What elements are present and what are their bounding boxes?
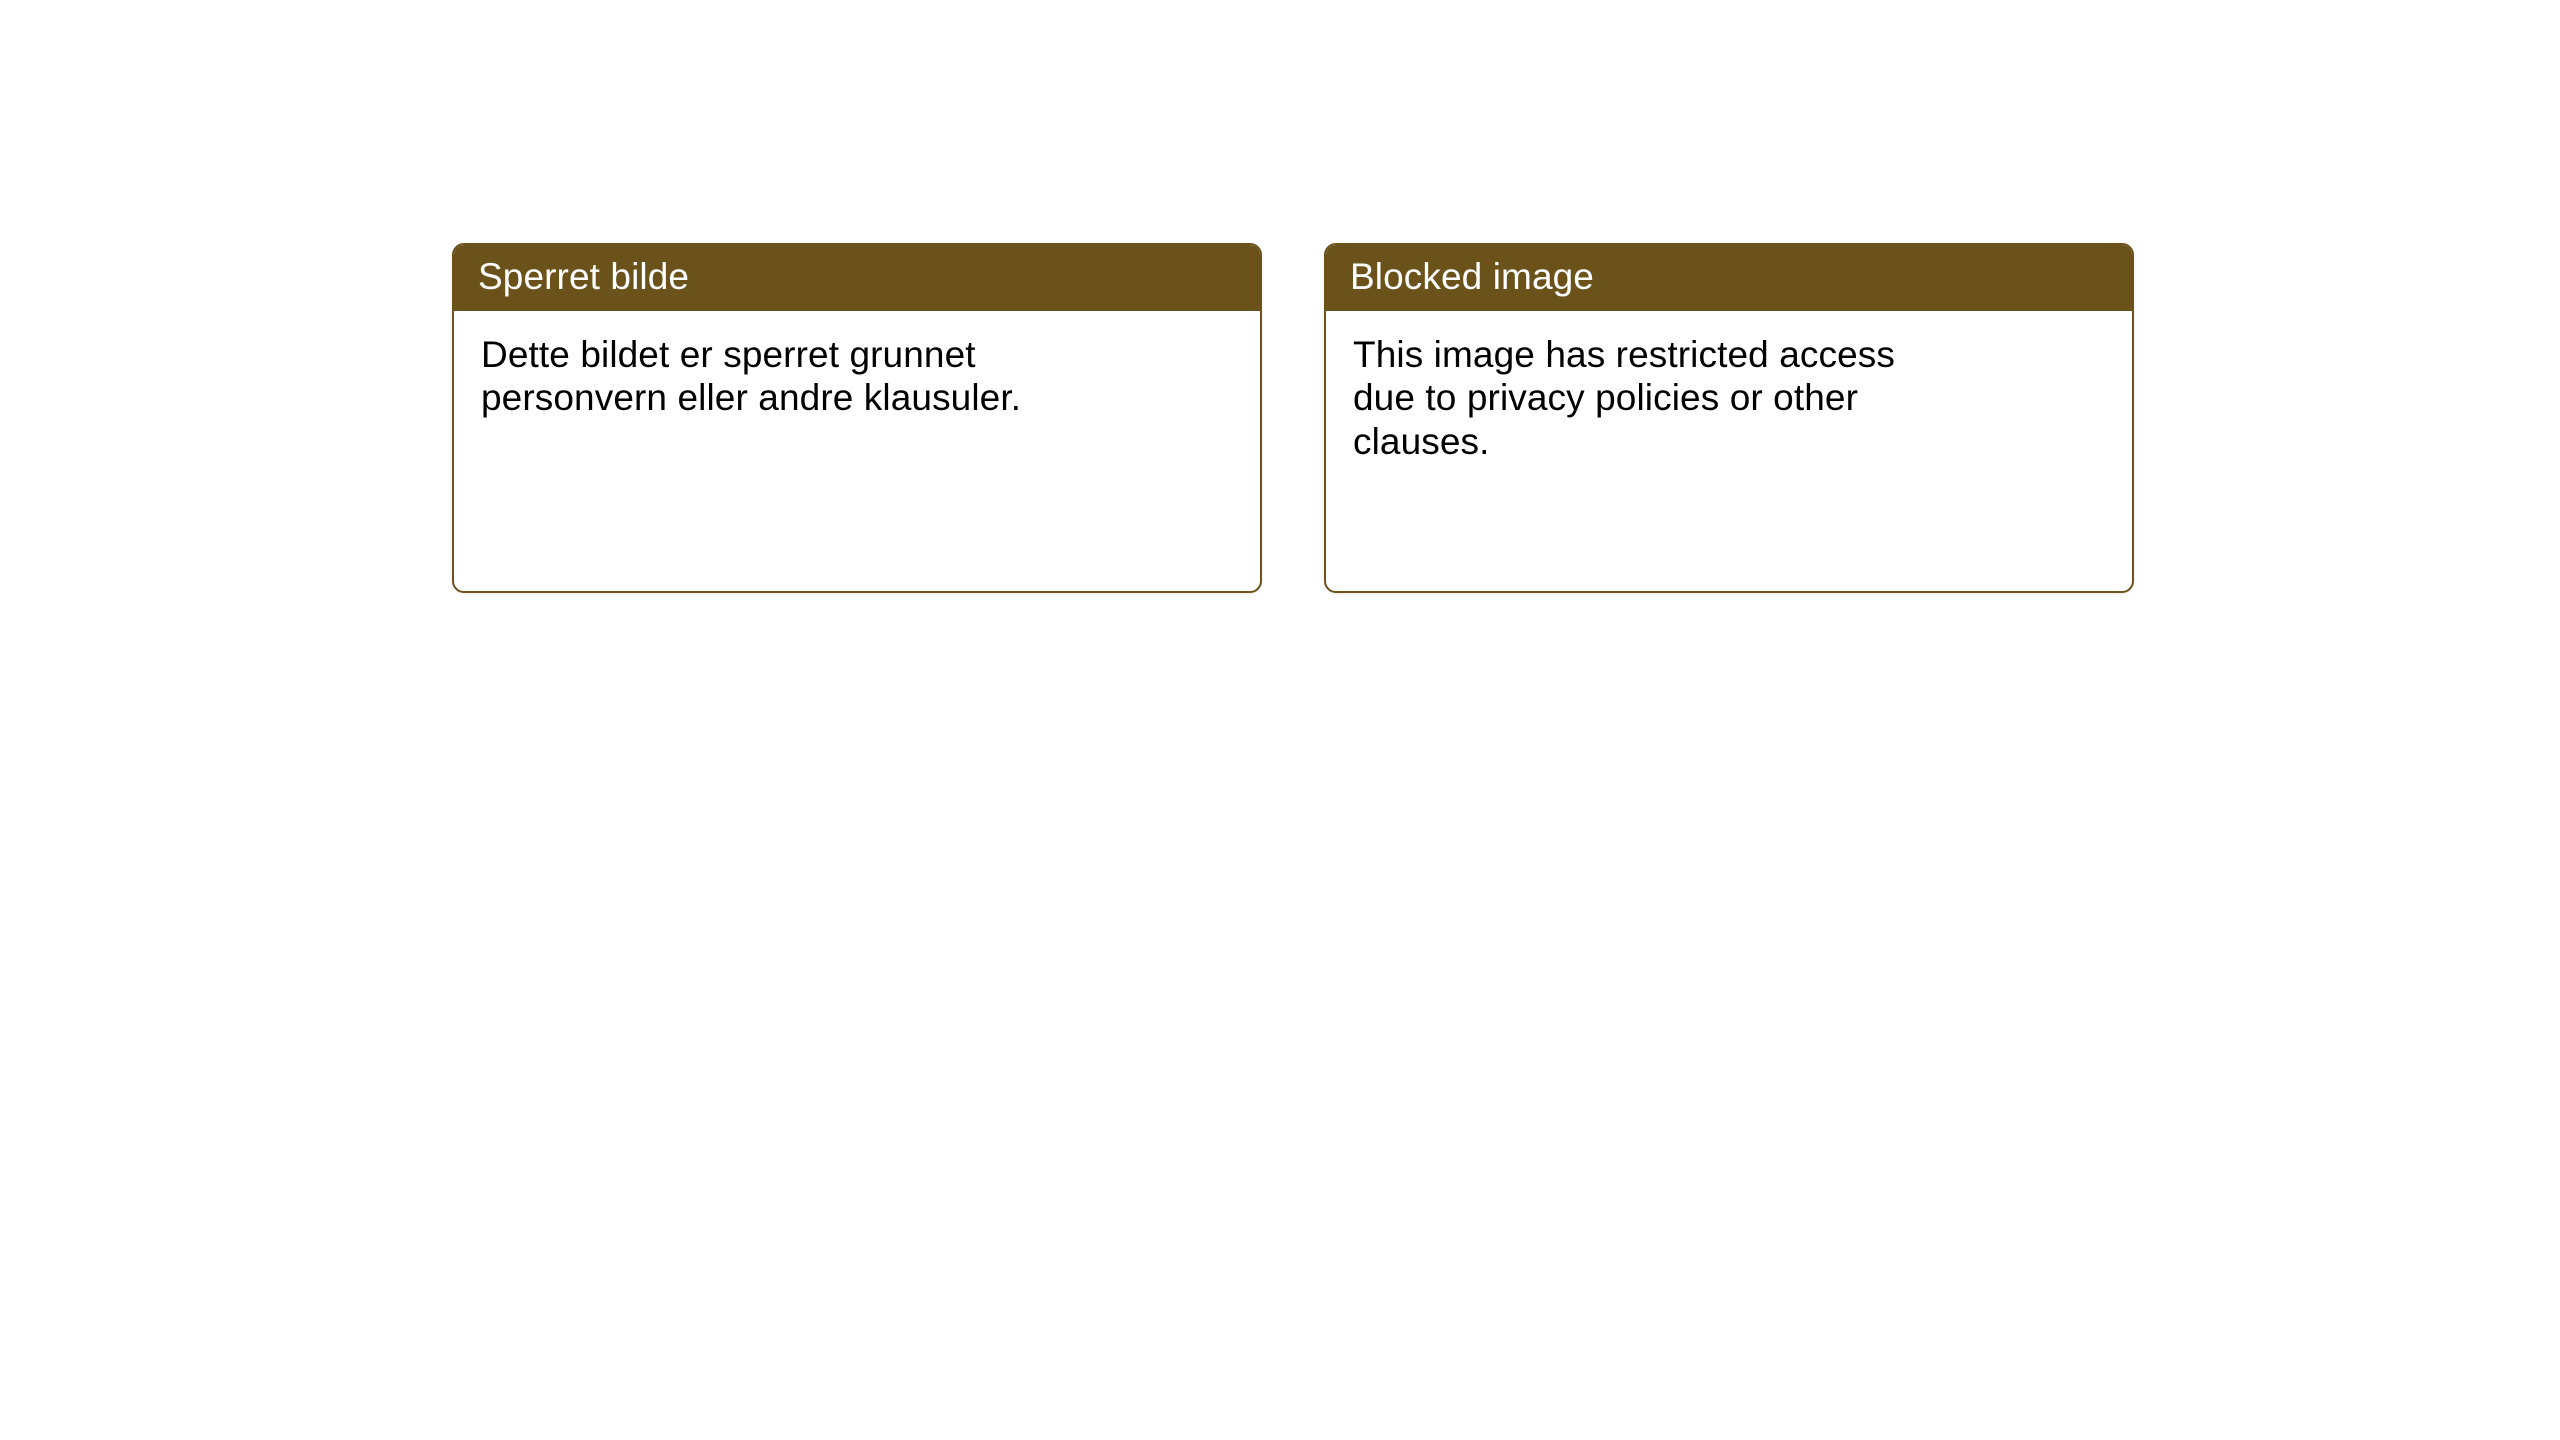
blocked-image-notice-norwegian [452, 243, 1262, 593]
blocked-image-notice-english [1324, 243, 2134, 593]
notice-message-norwegian: Dette bildet er sperret grunnet personvern eller andre klausuler. [481, 333, 1022, 419]
notice-title-english: Blocked image [1326, 245, 2132, 311]
notice-body-norwegian [454, 311, 1260, 591]
notice-message-english: This image has restricted access due to privacy policies or other clauses. [1353, 333, 1895, 462]
notice-body-english [1326, 311, 2132, 591]
notice-title-norwegian: Sperret bilde [454, 245, 1260, 311]
blocked-image-notice-group [452, 243, 2134, 593]
